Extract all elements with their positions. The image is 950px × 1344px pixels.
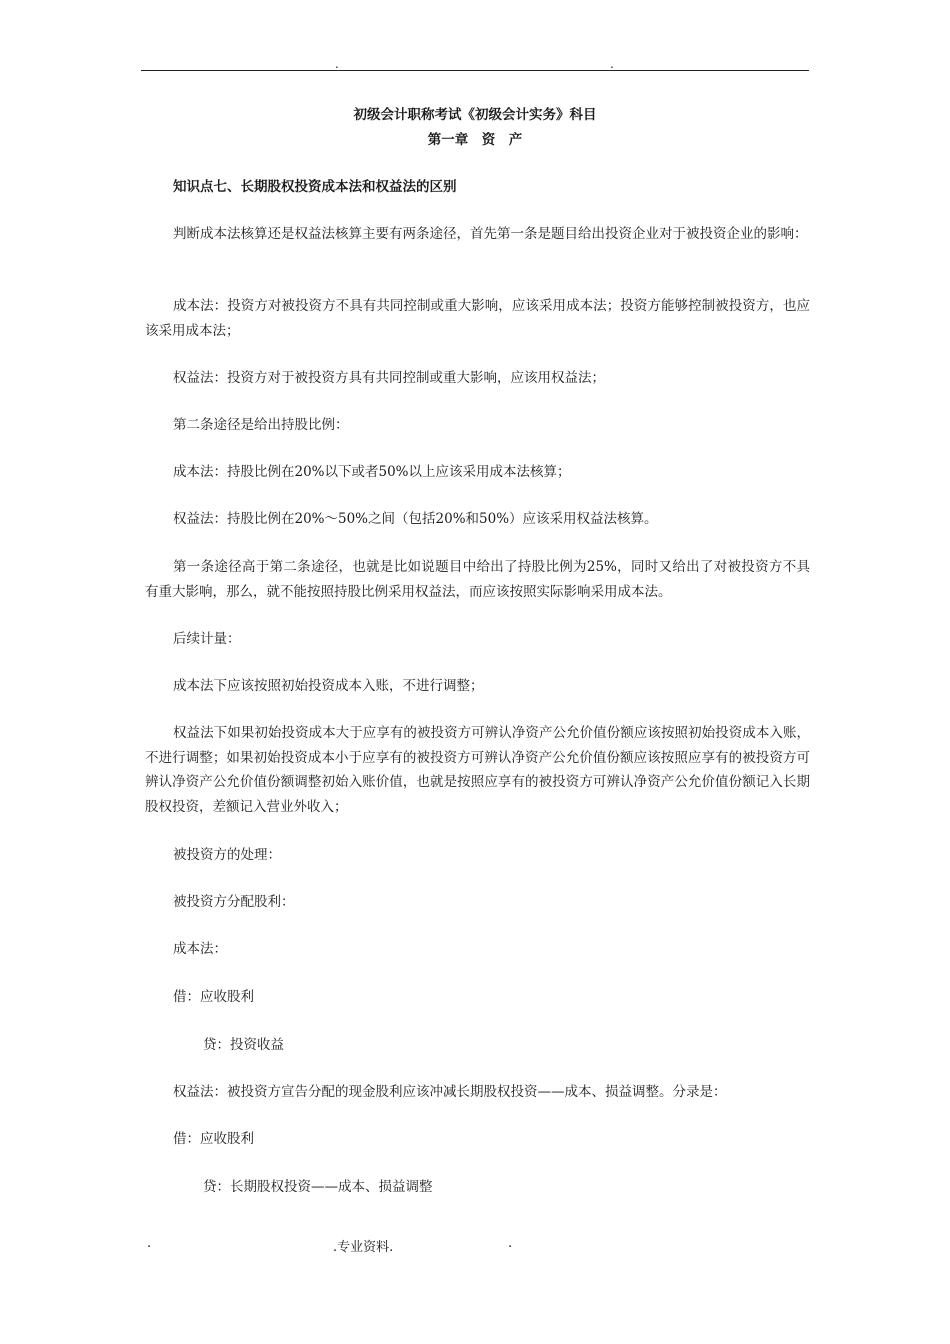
paragraph: 权益法下如果初始投资成本大于应享有的被投资方可辨认净资产公允价值份额应该按照初始投资成本入账，不进行调整；如果初始投资成本小于应享有的被投资方可辨认净资产公允价值份额应该按照应享有的被投资方可辨认净资产公允价值份额调整初始入账价值，也就是按照应享有的被投资方可辨认净资产公允价值份额记入长期股权投资，差额记入营业外收入；	[145, 725, 810, 815]
paragraph: 成本法：	[173, 941, 227, 957]
paragraph: 成本法下应该按照初始投资成本入账，不进行调整；	[173, 678, 484, 694]
paragraph: 权益法：被投资方宣告分配的现金股利应该冲减长期股权投资——成本、损益调整。分录是：	[173, 1084, 727, 1100]
header-rule	[141, 70, 809, 71]
footer-label: .专业资料.	[333, 1240, 394, 1255]
paragraph: 权益法：持股比例在20%～50%之间（包括20%和50%）应该采用权益法核算。	[173, 511, 658, 527]
journal-entry-credit: 贷：投资收益	[203, 1037, 284, 1053]
journal-entry-debit: 借：应收股利	[173, 1131, 254, 1147]
journal-entry-debit: 借：应收股利	[173, 989, 254, 1005]
paragraph: 权益法：投资方对于被投资方具有共同控制或重大影响，应该用权益法；	[173, 370, 605, 386]
paragraph: 第一条途径高于第二条途径，也就是比如说题目中给出了持股比例为25%，同时又给出了对被投资方不具有重大影响，那么，就不能按照持股比例采用权益法，而应该按照实际影响采用成本法。	[145, 559, 810, 600]
footer-dot-left: .	[147, 1236, 152, 1251]
journal-entry-credit: 贷：长期股权投资——成本、损益调整	[203, 1179, 433, 1195]
header-dot-right: .	[610, 57, 614, 71]
document-title: 初级会计职称考试《初级会计实务》科目	[353, 107, 597, 123]
paragraph: 被投资方分配股利：	[173, 894, 295, 910]
paragraph: 成本法：持股比例在20%以下或者50%以上应该采用成本法核算；	[173, 464, 571, 480]
paragraph: 被投资方的处理：	[173, 847, 281, 863]
paragraph: 第二条途径是给出持股比例：	[173, 417, 349, 433]
header-dot-left: .	[335, 57, 339, 71]
chapter-heading: 第一章 资 产	[427, 132, 523, 148]
section-heading: 知识点七、长期股权投资成本法和权益法的区别	[173, 179, 457, 195]
paragraph: 后续计量：	[173, 631, 241, 647]
footer-dot-right: .	[508, 1236, 513, 1251]
paragraph: 成本法：投资方对被投资方不具有共同控制或重大影响，应该采用成本法；投资方能够控制被投资方，也应该采用成本法；	[145, 298, 810, 339]
paragraph: 判断成本法核算还是权益法核算主要有两条途径，首先第一条是题目给出投资企业对于被投资企业的影响：	[173, 226, 808, 242]
